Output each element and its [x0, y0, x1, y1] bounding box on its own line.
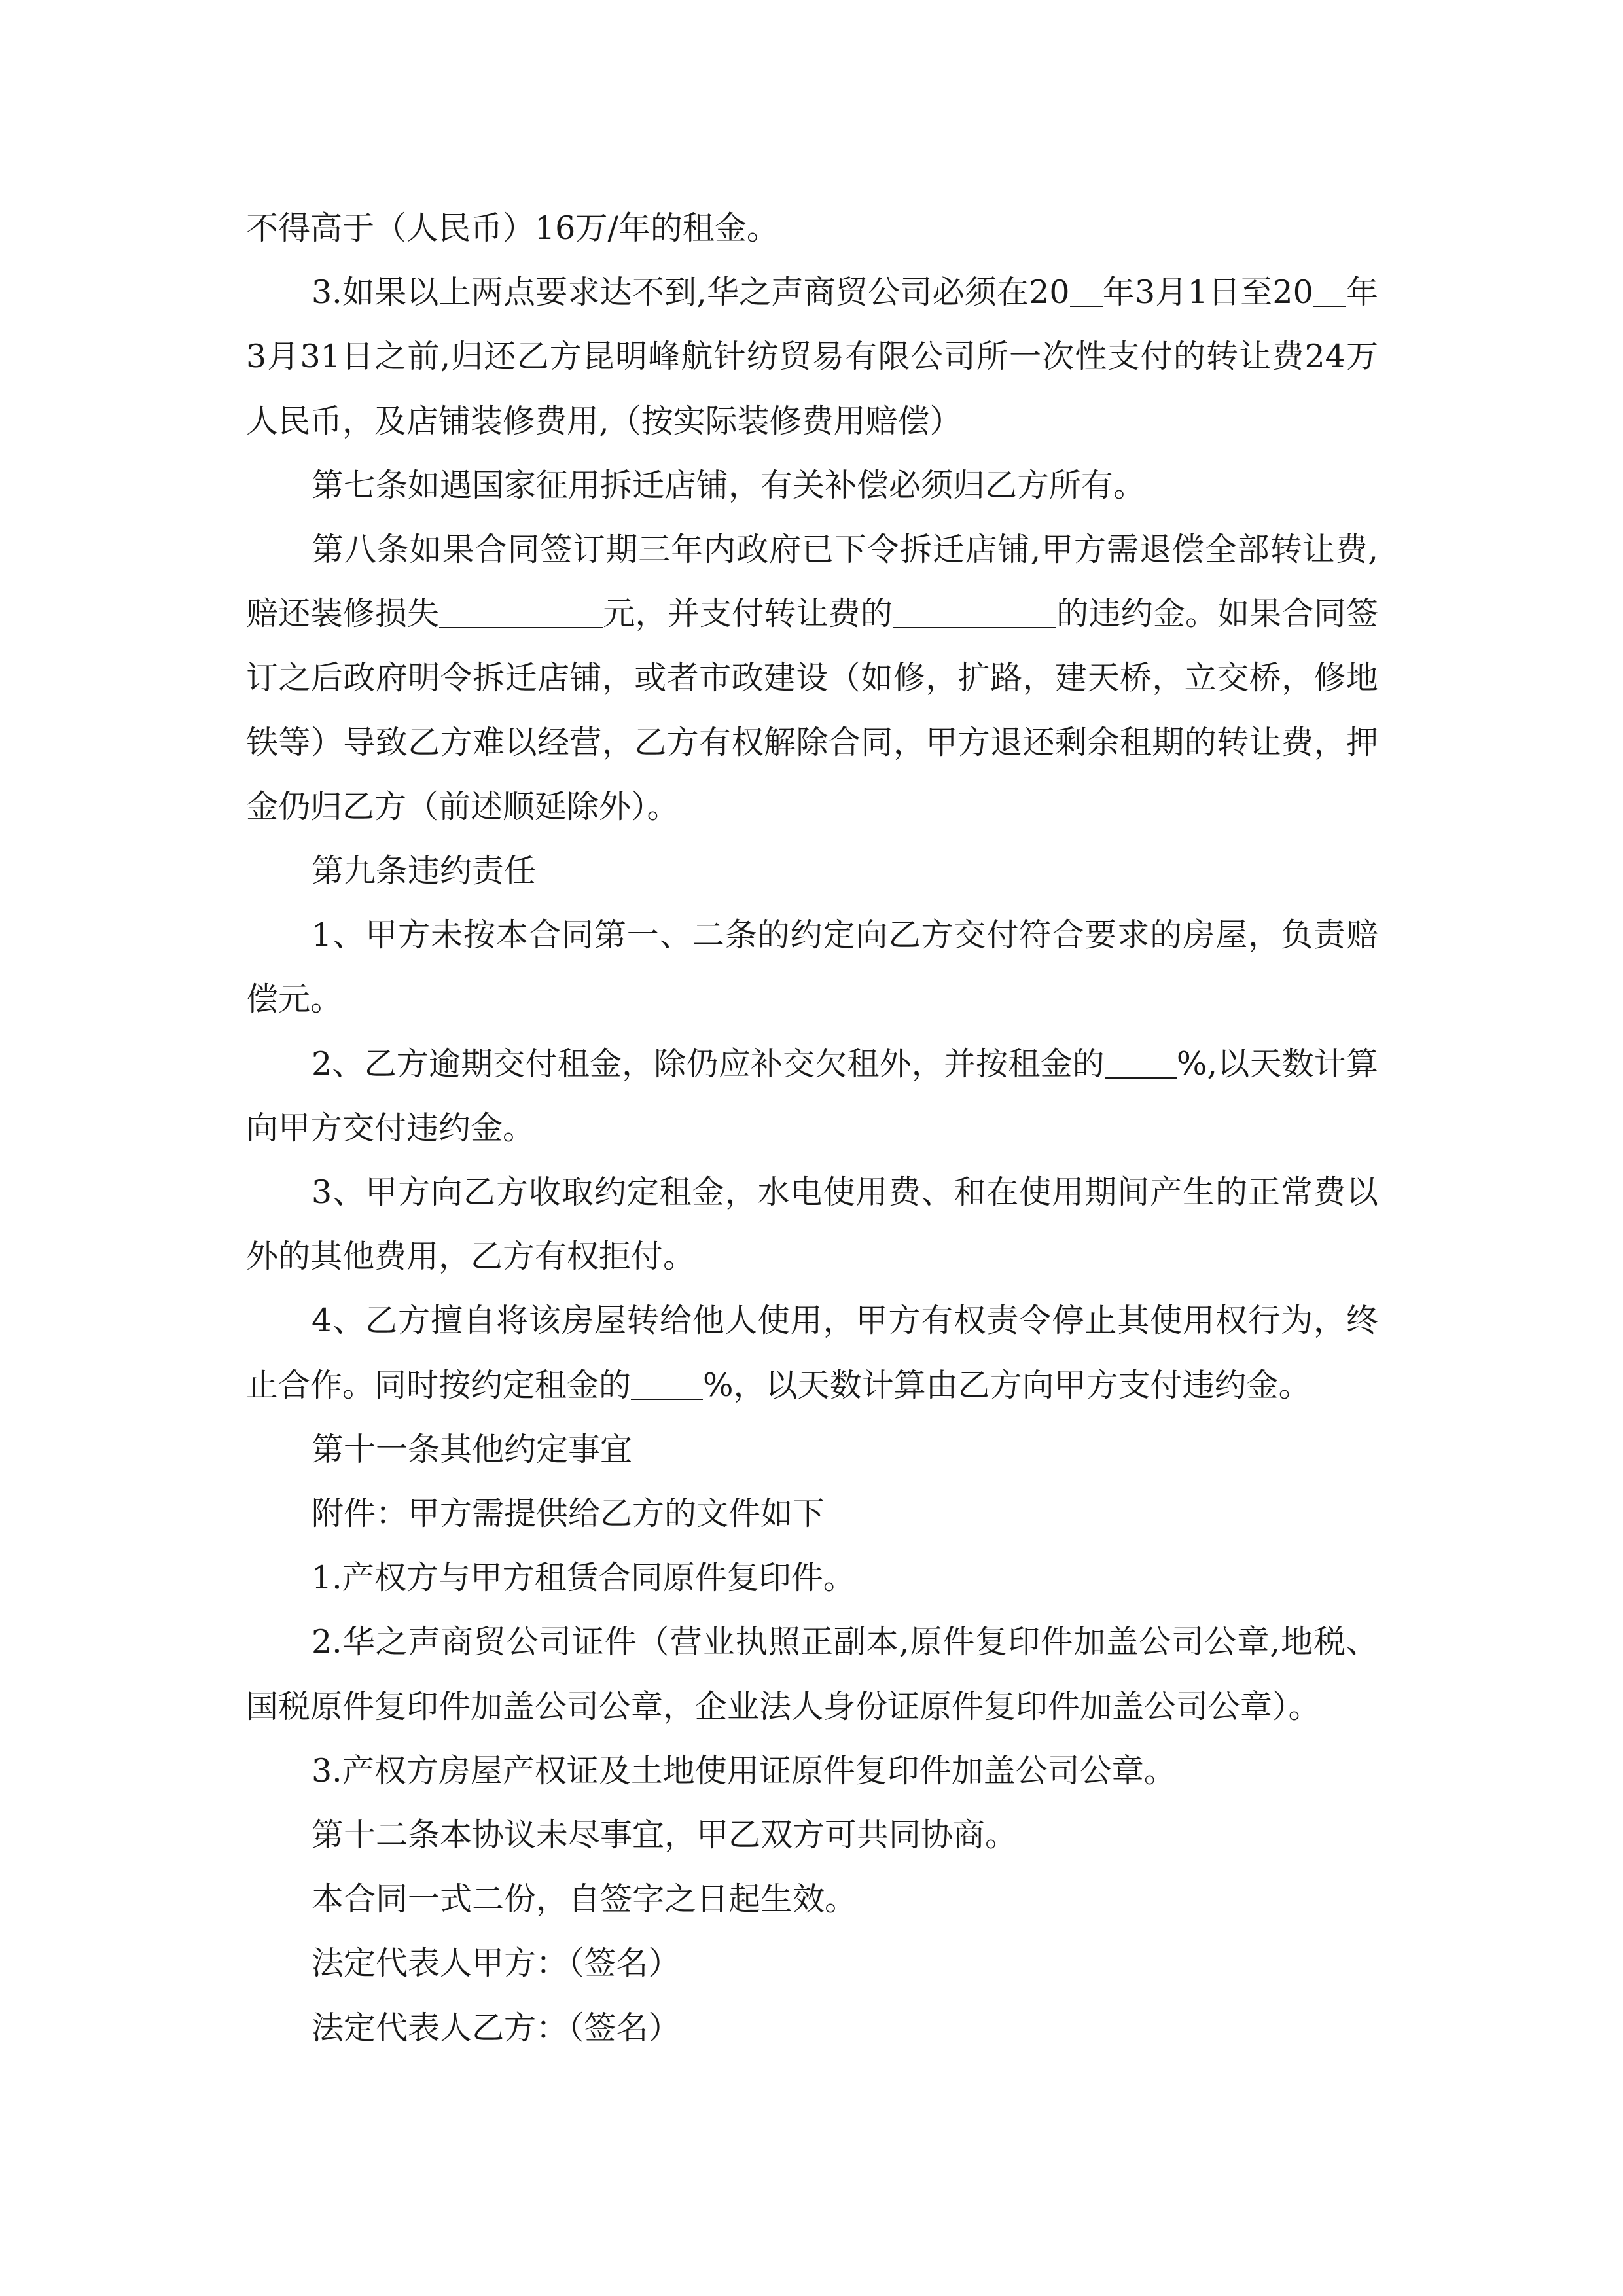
article-12: [246, 1803, 1378, 1867]
article-8: [246, 518, 1378, 839]
article-7-text: 第七条如遇国家征用拆迁店铺，有关补偿必须归乙方所有。: [312, 466, 1146, 504]
article-11-heading: [246, 1418, 1378, 1482]
article-9-item-1: [246, 903, 1378, 1031]
paragraph-rent-cap: [246, 196, 1378, 260]
late-rent-rate-blank: [1105, 1045, 1177, 1079]
attachments-heading: [246, 1482, 1378, 1546]
copies-clause-text: 本合同一式二份，自签字之日起生效。: [312, 1880, 857, 1918]
copies-clause: [246, 1867, 1378, 1931]
signature-party-b-text: 法定代表人乙方：（签名）: [312, 2009, 681, 2047]
refund-clause-text-1: 3.如果以上两点要求达不到,华之声商贸公司必须在20: [312, 274, 1070, 312]
article-9-item-3-text: 3、甲方向乙方收取约定租金，水电使用费、和在使用期间产生的正常费以外的其他费用，乙方有权拒付。: [246, 1174, 1378, 1276]
article-9-heading: [246, 839, 1378, 903]
attachment-item-3: [246, 1739, 1378, 1803]
article-7: [246, 454, 1378, 518]
attachment-item-2: [246, 1610, 1378, 1738]
article-9-heading-text: 第九条违约责任: [312, 852, 537, 890]
article-9-item-1-text: 1、甲方未按本合同第一、二条的约定向乙方交付符合要求的房屋，负责赔偿元。: [246, 916, 1378, 1018]
decoration-loss-blank: [439, 595, 603, 628]
attachment-item-1-text: 1.产权方与甲方租赁合同原件复印件。: [312, 1559, 855, 1597]
refund-clause-text-3: 年3月31日之前,归还乙方昆明峰航针纺贸易有限公司所一次性支付的转让费24万人民币，及店铺装修费用,（按实际装修费用赔偿）: [246, 274, 1378, 440]
attachment-item-2-text: 2.华之声商贸公司证件（营业执照正副本,原件复印件加盖公司公章,地税、国税原件复印件加盖公司公章，企业法人身份证原件复印件加盖公司公章）。: [246, 1623, 1378, 1725]
attachment-item-3-text: 3.产权方房屋产权证及土地使用证原件复印件加盖公司公章。: [312, 1751, 1176, 1789]
year-blank-1: [1070, 274, 1103, 307]
penalty-rate-blank: [893, 595, 1056, 628]
attachments-heading-text: 附件：甲方需提供给乙方的文件如下: [312, 1495, 825, 1533]
refund-clause-text-2: 年3月1日至20: [1102, 274, 1313, 312]
article-11-heading-text: 第十一条其他约定事宜: [312, 1430, 633, 1468]
article-9-item-4: [246, 1289, 1378, 1417]
article-9-item-2-text-1: 2、乙方逾期交付租金，除仍应补交欠租外，并按租金的: [312, 1045, 1105, 1083]
article-8-text-2: 元，并支付转让费的: [603, 595, 893, 633]
signature-party-b: [246, 1996, 1378, 2060]
article-8-text-1: 第八条如果合同签订期三年内政府已下令拆迁店铺,甲方需退偿全部转让费,赔还装修损失: [246, 531, 1378, 633]
paragraph-rent-cap-text: 不得高于（人民币）16万/年的租金。: [246, 209, 779, 247]
year-blank-2: [1313, 274, 1346, 307]
article-9-item-2: [246, 1032, 1378, 1160]
article-9-item-4-text-1: 4、乙方擅自将该房屋转给他人使用，甲方有权责令停止其使用权行为，终止合作。同时按约定租金的: [246, 1302, 1378, 1404]
attachment-item-1: [246, 1546, 1378, 1610]
sublet-rate-blank: [631, 1367, 703, 1400]
article-12-text: 第十二条本协议未尽事宜，甲乙双方可共同协商。: [312, 1816, 1018, 1854]
article-9-item-3: [246, 1160, 1378, 1289]
contract-body: [246, 196, 1378, 2060]
signature-party-a-text: 法定代表人甲方：（签名）: [312, 1945, 681, 1982]
signature-party-a: [246, 1931, 1378, 1996]
article-8-text-3: 的违约金。如果合同签订之后政府明令拆迁店铺，或者市政建设（如修，扩路，建天桥，立交桥，修地铁等）导致乙方难以经营，乙方有权解除合同，甲方退还剩余租期的转让费，押金仍归乙方（前述顺延除外）。: [246, 595, 1378, 825]
article-9-item-2-text-2: %,以天数计算向甲方交付违约金。: [246, 1045, 1378, 1147]
article-9-item-4-text-2: %，以天数计算由乙方向甲方支付违约金。: [703, 1366, 1311, 1404]
paragraph-refund-clause: [246, 260, 1378, 454]
